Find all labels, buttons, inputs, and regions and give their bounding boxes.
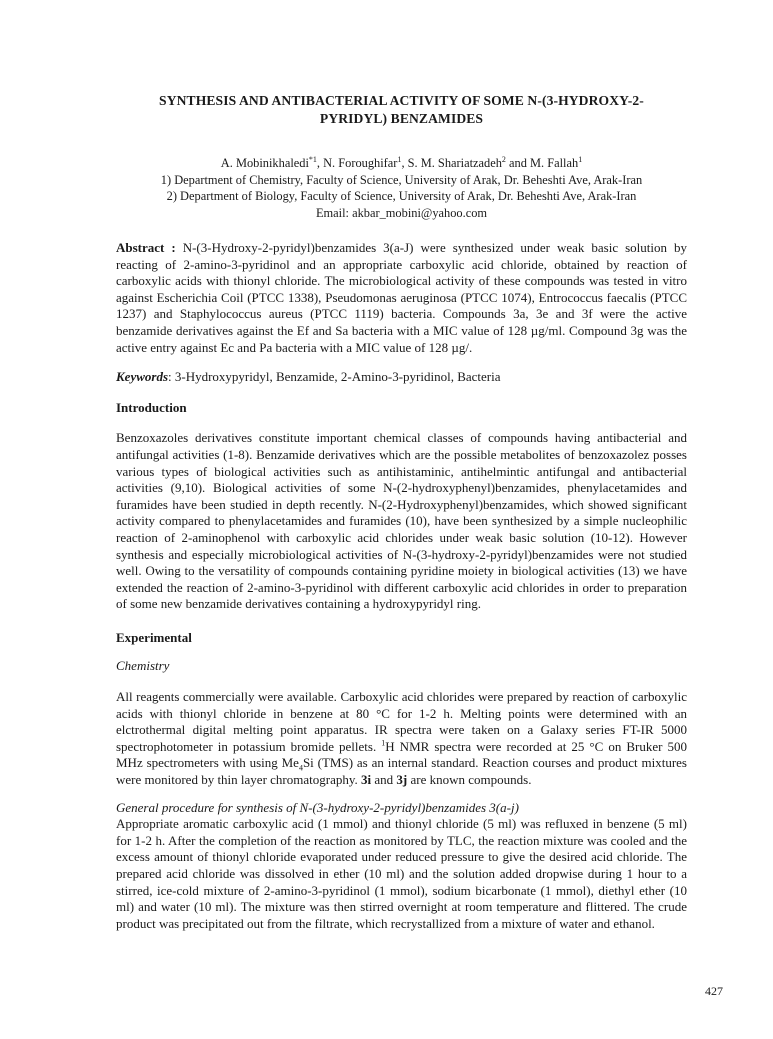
affiliation-1: 1) Department of Chemistry, Faculty of Science, University of Arak, Dr. Beheshti Ave, Arak-Iran xyxy=(160,172,643,187)
abstract xyxy=(116,240,687,356)
author-affiliation-mark: *1 xyxy=(308,154,317,164)
author-block xyxy=(116,155,687,221)
author-affiliation-mark: 1 xyxy=(397,154,402,164)
abstract-label: Abstract : xyxy=(116,240,176,255)
procedure-heading: General procedure for synthesis of N-(3-hydroxy-2-pyridyl)benzamides 3(a-j) xyxy=(116,799,519,815)
author-affiliation-mark: 1 xyxy=(578,154,583,164)
isotope-superscript: 1 xyxy=(381,738,386,748)
author-name: and M. Fallah xyxy=(505,156,579,170)
paper-page xyxy=(116,92,687,932)
introduction-heading: Introduction xyxy=(116,399,187,415)
author-name: , S. M. Shariatzadeh xyxy=(401,156,502,170)
keywords xyxy=(116,369,687,386)
procedure-paragraph: Appropriate aromatic carboxylic acid (1 mmol) and thionyl chloride (5 ml) was refluxed in benzene (5 ml) for 1-2 h. After the completion of the reaction as monitored by TLC, the reaction mixture was cooled and the excess amount of thionyl chloride evaporated under reduced pressure to give the desired acid chloride. The prepared acid chloride was dissolved in ether (10 ml) and the solution added dropwise during 1 hour to a stirred, ice-cold mixture of 2-amino-3-pyridinol (1 mmol), sodium bicarbonate (1 mmol), diethyl ether (10 ml) and water (10 ml). The mixture was then stirred overnight at room temperature and flittered. The crude product was precipitated out from the filtrate, which recrystallized from a mixture of water and ethanol. xyxy=(116,816,687,931)
keywords-text: : 3-Hydroxypyridyl, Benzamide, 2-Amino-3-pyridinol, Bacteria xyxy=(168,369,501,385)
affiliation-2: 2) Department of Biology, Faculty of Science, University of Arak, Dr. Beheshti Ave, Arak-Iran xyxy=(166,189,637,203)
chemistry-text: are known compounds. xyxy=(407,772,532,788)
chemistry-text: All reagents commercially were available. Carboxylic acid chlorides were prepared by reaction of carboxylic acids with thionyl chloride in benzene at 80 °C for 1-2 h. Melting points were determined with an elctrothermal digital melting point apparatus. IR spectra were taken on a Galaxy series FT-IR 5000 spectrophotometer in potassium bromide pellets. xyxy=(116,689,687,754)
chemistry-text: Si (TMS) as an internal standard. Reaction courses and product mixtures were monitored by thin layer chromatography. xyxy=(116,755,687,788)
compound-label: 3j xyxy=(396,772,408,788)
chemistry-text: and xyxy=(371,772,397,788)
page-number: 427 xyxy=(705,984,723,998)
compound-label: 3i xyxy=(361,772,372,788)
author-list xyxy=(116,155,687,172)
abstract-text: N-(3-Hydroxy-2-pyridyl)benzamides 3(a-J) were synthesized under weak basic solution by reacting of 2-amino-3-pyridinol and an appropriate carboxylic acid chloride, obtained by reaction of carboxylic acids with thionyl chloride. The microbiological activity of these compounds was tested in vitro against Escherichia Coil (PTCC 1338), Pseudomonas aeruginosa (PTCC 1074), Entrococcus faecalis (PTCC 1237) and Staphylococcus aureus (PTCC 1119) bacteria. Compounds 3a, 3e and 3f were the active benzamide derivatives against the Ef and Sa bacteria with a MIC value of 128 µg/ml. Compound 3g was the active entry against Ec and Pa bacteria with a MIC value of 128 µg/. xyxy=(116,240,687,355)
author-name: , N. Foroughifar xyxy=(316,156,398,170)
title-line-1: SYNTHESIS AND ANTIBACTERIAL ACTIVITY OF SOME N-(3-HYDROXY-2- xyxy=(159,93,644,108)
keywords-label: Keywords xyxy=(116,369,168,385)
paper-title xyxy=(116,92,687,128)
author-affiliation-mark: 2 xyxy=(501,154,506,164)
chemistry-paragraph xyxy=(116,689,687,789)
formula-subscript: 4 xyxy=(298,764,303,774)
chemistry-text: H NMR spectra were recorded at 25 °C on Bruker 500 MHz spectrometers with using Me xyxy=(116,738,687,771)
chemistry-subheading: Chemistry xyxy=(116,658,170,674)
introduction-paragraph: Benzoxazoles derivatives constitute important chemical classes of compounds having antibacterial and antifungal activities (1-8). Benzamide derivatives which are the possible metabolites of benzoxazolez posses various types of biological activities such as antihistaminic, antihelmintic antifungal and antibacterial activities (9,10). Biological activities of some N-(2-hydroxyphenyl)benzamides, phenylacetamides and furamides have been studied in depth recently. N-(2-Hydroxyphenyl)benzamides, which showed significant activity compared to phenylacetamides and furamides (10), have been synthesized by a simple nucleophilic reaction of 2-aminophenol with carboxylic acid chlorides under weak basic solution (10-12). However synthesis and especially microbiological activities of N-(3-hydroxy-2-pyridyl)benzamides were not studied well. Owing to the versatility of compounds containing pyridine moiety in biological activities (13) we have extended the reaction of 2-amino-3-pyridinol with different carboxylic acid chlorides in order to preparation of some new benzamide derivatives containing a hydroxypyridyl ring. xyxy=(116,430,687,612)
title-line-2: PYRIDYL) BENZAMIDES xyxy=(319,111,484,126)
author-name: A. Mobinikhaledi xyxy=(220,156,309,170)
contact-email: Email: akbar_mobini@yahoo.com xyxy=(315,205,488,220)
experimental-heading: Experimental xyxy=(116,629,192,645)
